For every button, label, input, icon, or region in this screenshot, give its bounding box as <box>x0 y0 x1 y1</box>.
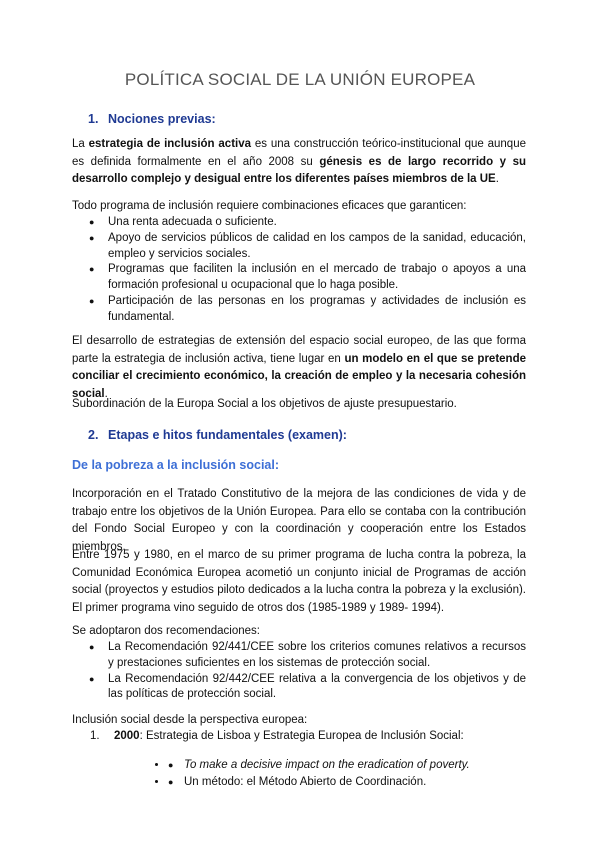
text-run: La <box>72 138 89 150</box>
text-run: . <box>495 173 499 185</box>
list-item: ● La Recomendación 92/442/CEE relativa a la convergencia de los objetivos y de las políticas de protección social. <box>72 672 526 704</box>
list-item: ● • To make a decisive impact on the eradication of poverty. <box>168 757 470 774</box>
section-1-paragraph-1 <box>72 136 526 189</box>
section-1-title: Nociones previas: <box>108 112 216 126</box>
text-run: El desarrollo de estrategias de extensión del espacio social europeo, de las que forma parte la estrategia de inclusión activa, tiene lugar en <box>72 335 526 365</box>
lisbon-strategy-sublist <box>128 745 470 802</box>
text-run: es una construcción teórico-institucional que aunque es definida formalmente en el año 2008 su <box>72 138 526 168</box>
section-2-number: 2. <box>88 428 99 442</box>
bold-run: un modelo en el que se pretende conciliar el crecimiento económico, la creación de empleo y la necesaria cohesión social <box>72 352 526 400</box>
list-item: ● La Recomendación 92/441/CEE sobre los criterios comunes relativos a recursos y prestaciones suficientes en los sistemas de protección social. <box>72 640 526 672</box>
section-2-title: Etapas e hitos fundamentales (examen): <box>108 428 347 442</box>
section-2-heading <box>88 428 347 442</box>
section-1-paragraph-4: Subordinación de la Europa Social a los objetivos de ajuste presupuestario. <box>72 398 457 410</box>
list-number: 1. <box>90 730 100 742</box>
list-item: ● Programas que faciliten la inclusión en el mercado de trabajo o apoyos a una formación profesional u ocupacional que lo haga posible. <box>72 262 526 294</box>
inclusion-milestones-list <box>90 728 464 745</box>
section-2-paragraph-3: Se adoptaron dos recomendaciones: <box>72 625 260 637</box>
text-run: . <box>104 387 108 400</box>
section-1-paragraph-3 <box>72 333 526 403</box>
section-1-heading <box>88 112 216 126</box>
section-1-paragraph-2: Todo programa de inclusión requiere combinaciones eficaces que garanticen: <box>72 200 467 212</box>
section-1-number: 1. <box>88 112 99 126</box>
section-2-paragraph-1: Incorporación en el Tratado Constitutivo de la mejora de las condiciones de vida y de trabajo entre los objetivos de la Unión Europea. Para ello se contaba con la contribución del Fondo Social Europeo y con la coordinación y cooperación entre los Estados miembros. <box>72 488 526 553</box>
bold-run: estrategia de inclusión activa <box>88 138 252 150</box>
section-2-subheading: De la pobreza a la inclusión social: <box>72 458 280 472</box>
list-item: ● • Un método: el Método Abierto de Coordinación. <box>168 774 470 791</box>
section-2-paragraph-2: Entre 1975 y 1980, en el marco de su primer programa de lucha contra la pobreza, la Comunidad Económica Europea acometió un conjunto inicial de Programas de acción social (proyectos y estudios piloto dedicados a la lucha contra la pobreza y la exclusión). El primer programa vino seguido de otros dos (1985-1989 y 1989- 1994). <box>72 549 526 614</box>
section-2-paragraph-4: Inclusión social desde la perspectiva europea: <box>72 714 308 726</box>
recommendations-list <box>72 640 526 703</box>
milestone-year: 2000 <box>114 730 140 742</box>
list-item: ● Apoyo de servicios públicos de calidad en los campos de la sanidad, educación, empleo y servicios sociales. <box>72 231 526 263</box>
list-item: ● Una renta adecuada o suficiente. <box>72 215 526 231</box>
guarantees-list <box>72 215 526 326</box>
list-item: ● Participación de las personas en los programas y actividades de inclusión es fundamental. <box>72 294 526 326</box>
milestone-text: : Estrategia de Lisboa y Estrategia Europea de Inclusión Social: <box>139 730 464 742</box>
bold-run: génesis es de largo recorrido y su desarrollo complejo y desigual entre los diferentes países miembros de la UE <box>72 155 526 185</box>
page-title: POLÍTICA SOCIAL DE LA UNIÓN EUROPEA <box>124 70 476 89</box>
